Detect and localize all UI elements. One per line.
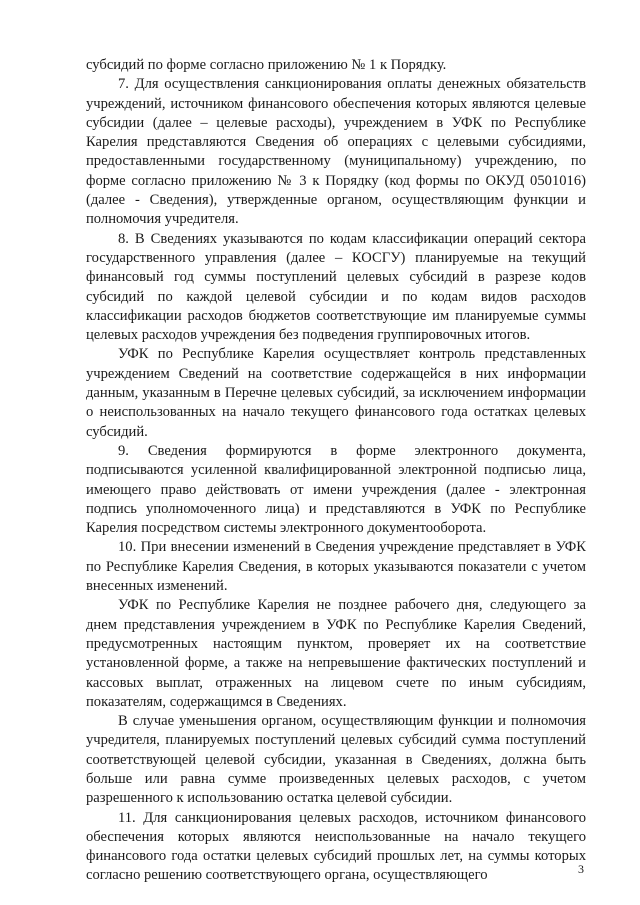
paragraph-item-10: 10. При внесении изменений в Сведения учреждение представляет в УФК по Республике Карелия Сведения, в которых указываются показатели с учетом внесенных изменений. (86, 539, 586, 595)
paragraph-reduction: В случае уменьшения органом, осуществляющим функции и полномочия учредителя, планируемых поступлений целевых субсидий сумма поступлений соответствующей целевой субсидии, указанная в Сведениях, должна быть больше или равна сумме произведенных целевых расходов, с учетом разрешенного к использованию остатка целевой субсидии. (86, 713, 586, 807)
paragraph-item-11: 11. Для санкционирования целевых расходов, источником финансового обеспечения которых являются неиспользованные на начало текущего финансового года остатки целевых субсидий прошлых лет, на суммы которых согласно решению соответствующего органа, осуществляющего (86, 809, 586, 884)
paragraph-control: УФК по Республике Карелия осуществляет контроль представленных учреждением Сведений на соответствие содержащейся в них информации данным, указанным в Перечне целевых субсидий, за исключением информации о неиспользованных на начало текущего финансового года остатках целевых субсидий. (86, 346, 586, 440)
page-number: 3 (578, 862, 584, 876)
paragraph-item-7: 7. Для осуществления санкционирования оплаты денежных обязательств учреждений, источником финансового обеспечения которых являются целевые субсидии (далее – целевые расходы), учреждением в УФК по Республике Карелия представляются Сведения об операциях с целевыми субсидиями, предоставленными государственному (муниципальному) учреждению, по форме согласно приложению № 3 к Порядку (код формы по ОКУД 0501016) (далее - Сведения), утвержденные органом, осуществляющим функции и полномочия учредителя. (86, 76, 586, 228)
paragraph-item-8: 8. В Сведениях указываются по кодам классификации операций сектора государственного управления (далее – КОСГУ) планируемые на текущий финансовый год суммы поступлений целевых субсидий в разрезе кодов субсидий по каждой целевой субсидии и по кодам видов расходов классификации расходов бюджетов соответствующие им планируемые суммы целевых расходов учреждения без подведения группировочных итогов. (86, 230, 586, 344)
paragraph-item-9: 9. Сведения формируются в форме электронного документа, подписываются усиленной квалифицированной электронной подписью лица, имеющего право действовать от имени учреждения (далее - электронная подпись уполномоченного лица) и представляются в УФК по Республике Карелия посредством системы электронного документооборота. (86, 442, 586, 537)
paragraph-verification: УФК по Республике Карелия не позднее рабочего дня, следующего за днем представления учреждением в УФК по Республике Карелия Сведений, предусмотренных настоящим пунктом, проверяет их на соответствие установленной форме, а также на непревышение фактических поступлений и кассовых выплат, отраженных на лицевом счете по иным субсидиям, показателям, содержащимся в Сведениях. (86, 597, 586, 710)
paragraph-continuation: субсидий по форме согласно приложению № 1 к Порядку. (86, 57, 447, 73)
document-body (86, 56, 586, 886)
